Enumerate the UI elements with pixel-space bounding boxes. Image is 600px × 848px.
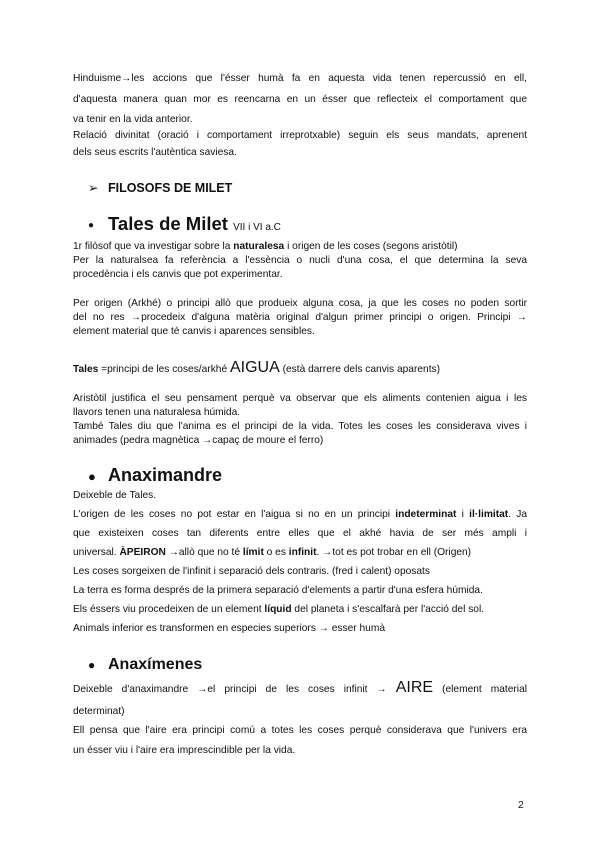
text-span: del planeta i s'escalfarà per l'acció del sol. (291, 604, 485, 615)
tales-p4-line-3: També Tales diu que l'anima es el principi de la vida. Totes les coses les considerava vives i (73, 421, 527, 432)
anaximandre-line-5: Les coses sorgeixen de l'infinit i separació dels contraris. (fred i calent) oposats (73, 566, 430, 577)
emphasis-liquid: líquid (264, 604, 292, 615)
tales-p1-line-3: procedència i els canvis que pot experimentar. (73, 269, 283, 280)
emphasis-indeterminat: indeterminat (395, 509, 457, 520)
anaximandre-line-6: La terra es forma després de la primera separació d'elements a partir d'una esfera húmida. (73, 585, 483, 596)
tales-p2-line-3: element material que té canvis i aparences sensibles. (73, 326, 315, 337)
heading-anaximenes (88, 656, 202, 674)
emphasis-infinit: infinit (288, 547, 317, 558)
heading-tales (88, 213, 281, 235)
section-heading (88, 180, 232, 195)
text-span: Deixeble d'anaximandre →el principi de les coses infinit → (73, 684, 396, 695)
emphasis-aigua: AIGUA (229, 359, 280, 376)
page-number: 2 (518, 799, 524, 811)
tales-p4-line-2: llavors tenen una naturalesa húmida. (73, 407, 241, 418)
anaximandre-line-4 (73, 546, 527, 559)
tales-p1-line-2: Per la naturalsea fa referència a l'essència o nucli d'una cosa, el que determina la seva (73, 255, 527, 266)
text-span: (element material (433, 684, 528, 695)
text-span: Els éssers viu procedeixen de un element (73, 604, 265, 615)
tales-p4-line-4: animades (pedra magnètica →capaç de moure el ferro) (73, 435, 324, 446)
emphasis-naturalesa: naturalesa (233, 241, 285, 252)
tales-p4-line-1: Aristòtil justifica el seu pensament perquè va observar que els aliments contenien aigua i les (73, 393, 527, 404)
tales-p2-line-1: Per origen (Arkhé) o principi allò que produeix alguna cosa, ja que les coses no poden sortir (73, 298, 527, 309)
text-span: universal. (73, 547, 120, 558)
anaximenes-line-4: un ésser viu i l'aire era imprescindible per la vida. (73, 745, 296, 756)
emphasis-aire: AIRE (395, 679, 434, 696)
emphasis-apeiron: ÀPEIRON (119, 547, 166, 558)
anaximandre-line-1: Deixeble de Tales. (73, 490, 157, 501)
text-span: . Ja (508, 509, 528, 520)
text-span: i origen de les coses (segons aristòtil) (284, 241, 458, 252)
heading-anaximandre (88, 465, 222, 486)
emphasis-tales: Tales (73, 364, 99, 375)
text-span: 1r filòsof que va investigar sobre la (73, 241, 234, 252)
anaximandre-line-7 (73, 603, 527, 616)
heading-tales-dates: VII i VI a.C (233, 222, 281, 233)
anaximandre-line-3: que existeixen coses tan diferents entre elles que el akhé havia de ser més ampli i (73, 528, 527, 539)
tales-p2-line-2: del no res →procedeix d'alguna matèria original d'algun primer principi o origen. Principi → (73, 312, 527, 323)
section-heading-text: FILOSOFS DE MILET (107, 181, 233, 195)
anaximandre-line-2 (73, 508, 527, 521)
bullet-icon: ● (88, 468, 96, 484)
heading-anaximenes-title: Anaxímenes (108, 656, 203, 673)
intro-line-2: d'aquesta manera quan mor es reencarna en un ésser que reflecteix el comportament que (73, 94, 527, 105)
arrow-bullet-icon: ➢ (88, 181, 99, 195)
heading-tales-title: Tales de Milet (108, 213, 228, 234)
anaximenes-line-3: Ell pensa que l'aire era principi comú a totes les coses perquè considerava que l'univers era (73, 725, 527, 736)
heading-anaximandre-title: Anaximandre (108, 465, 223, 485)
tales-p3 (73, 358, 527, 380)
intro-line-4: Relació divinitat (oració i comportament irreprotxable) seguin els seus mandats, aprenent (73, 130, 527, 141)
text-span: o es (263, 547, 289, 558)
text-span: L'origen de les coses no pot estar en l'aigua si no en un principi (73, 509, 396, 520)
anaximenes-line-2: determinat) (73, 706, 125, 717)
text-span: . →tot es pot trobar en ell (Origen) (316, 547, 472, 558)
text-span: (està darrere dels canvis aparents) (279, 364, 441, 375)
anaximandre-line-8: Animals inferior es transformen en especies superiors → esser humà (73, 623, 385, 634)
anaximenes-line-1 (73, 678, 527, 700)
emphasis-illimitat: il·limitat (469, 509, 509, 520)
emphasis-limit: límit (242, 547, 264, 558)
text-span: →allò que no té (165, 547, 243, 558)
tales-p1-line-1 (73, 240, 527, 253)
text-span: i (456, 509, 470, 520)
intro-line-3: va tenir en la vida anterior. (73, 114, 193, 125)
bullet-icon: ● (88, 219, 95, 231)
text-span: =principi de les coses/arkhé (98, 364, 230, 375)
intro-line-5: dels seus escrits l'autèntica saviesa. (73, 147, 237, 158)
intro-line-1: Hinduisme→les accions que l'ésser humà fa en aquesta vida tenen repercussió en ell, (73, 73, 527, 84)
bullet-icon: ● (88, 657, 96, 672)
